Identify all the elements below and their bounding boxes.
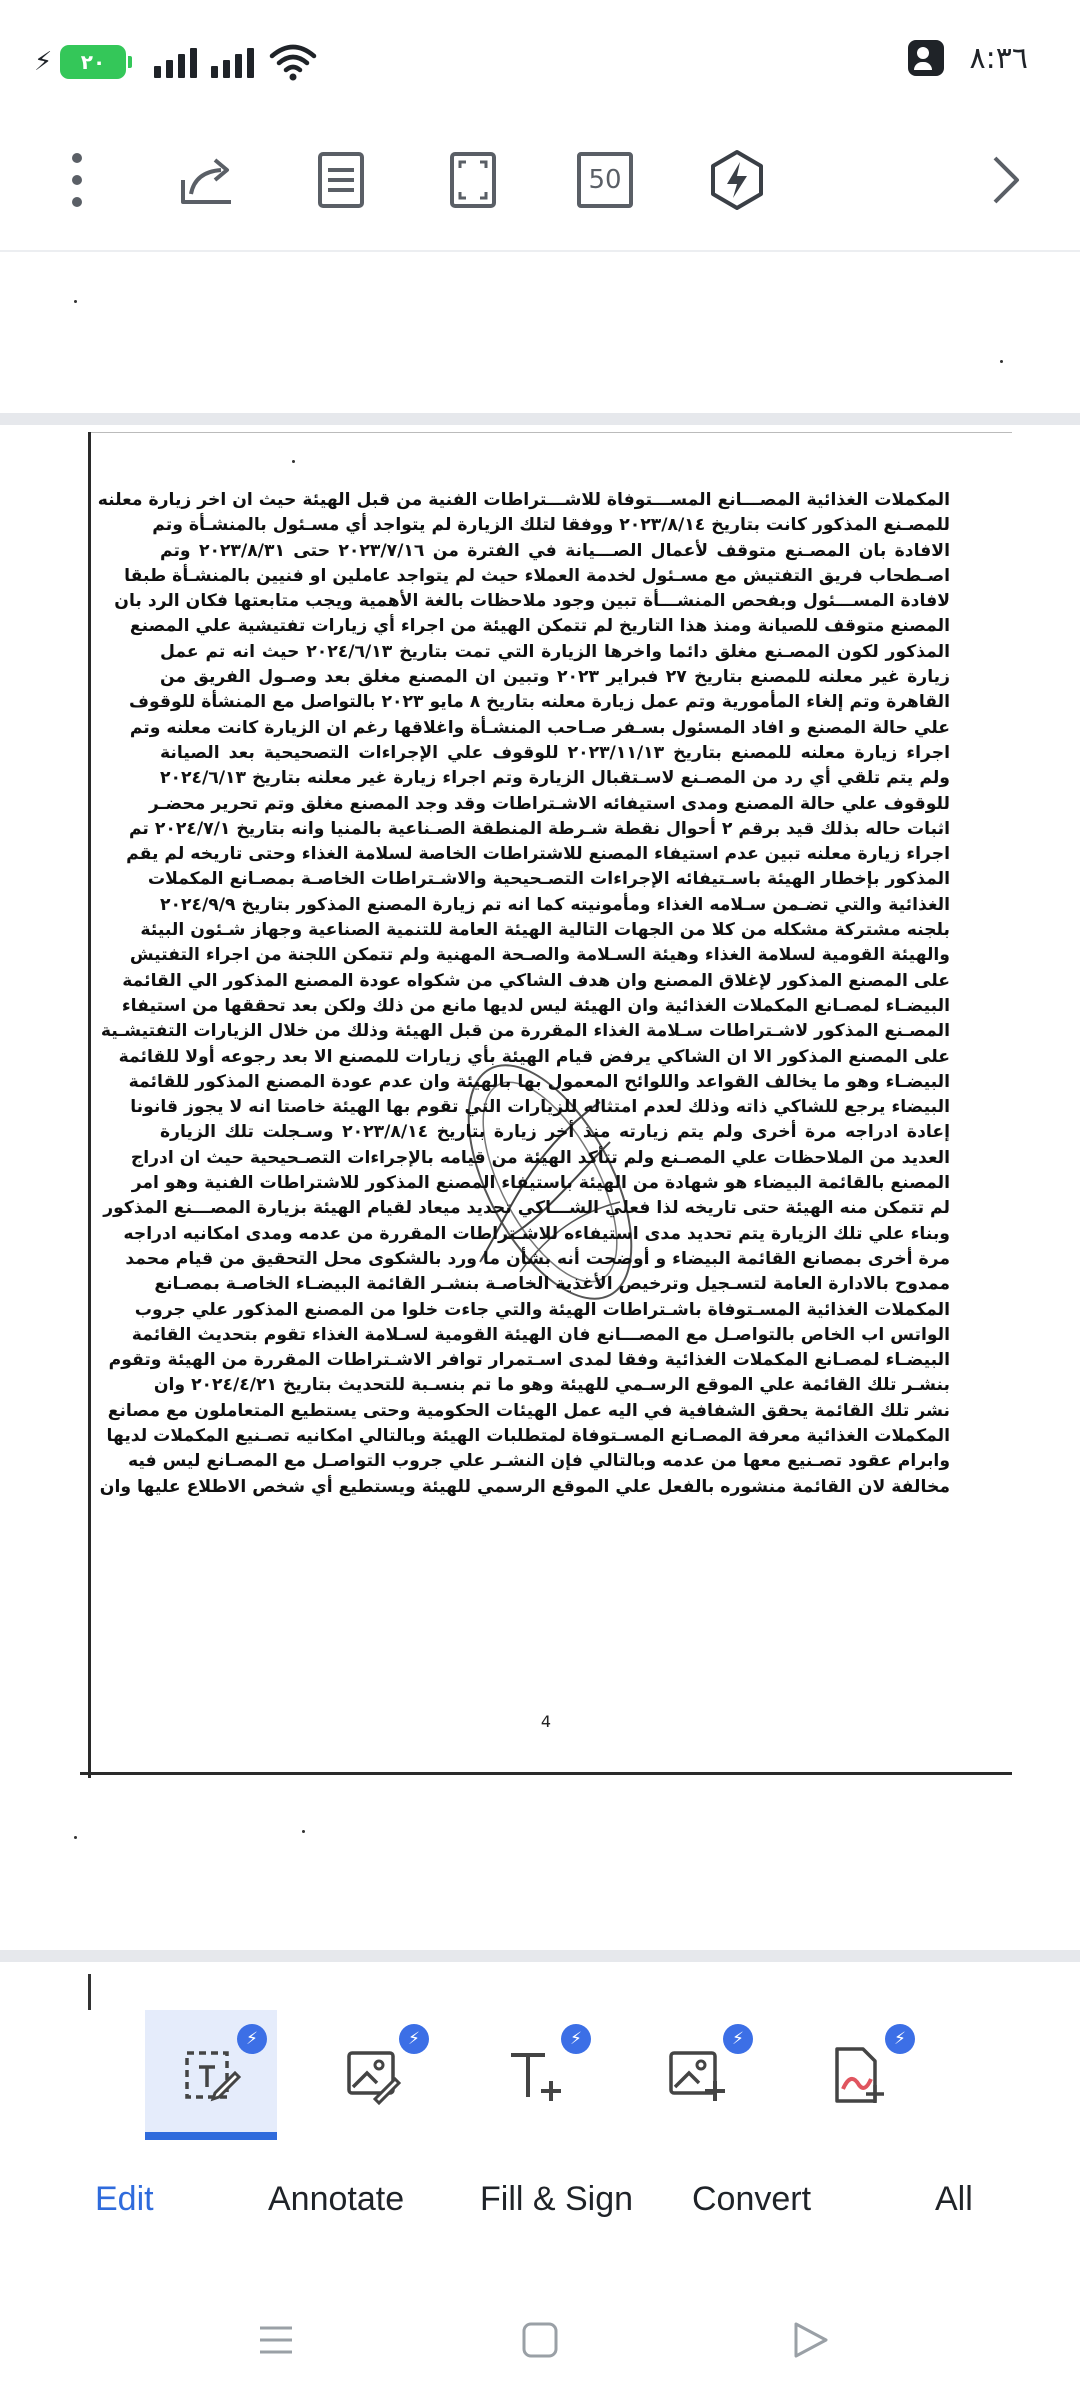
ai-bolt-icon: ⚡: [237, 2024, 267, 2054]
document-line: المكملات الغذائية معرفة المصـانع المسـتوفاة لمتطلبات الهيئة وبالتالي امكانيه تصـنيع المكملات لديها: [106, 1425, 950, 1446]
document-line: على المصنع المذكور لإغلاق المصنع وان هدف الشاكي من شكواه عودة المصنع المذكور الي القائمة: [122, 970, 950, 991]
scan-speck: [74, 1836, 77, 1839]
document-line: علي حالة المصنع و افاد المسئول بسـفر صـاحب المنشـأة واغلاقها رغم ان الزيارة كانت معلنه وتم: [129, 717, 950, 738]
page-number-icon: [577, 152, 633, 208]
document-body-text: [97, 488, 950, 1500]
edit-text-icon: [181, 2045, 241, 2105]
page-separator: [0, 1950, 1080, 1962]
document-line: بلجنه مشتركة مشكله من كلا من الجهات التالية الهيئة العامة للتنمية الصناعية وجهاز شـئون البيئة: [140, 920, 950, 941]
document-line: العديد من الملاحظات علي المصـنع ولم تتأكد الهيئة من قيامه بالإجراءات التصـحيحية حيث ان ادراج: [130, 1147, 950, 1168]
scan-edge: [88, 432, 1012, 433]
document-line: إعادة ادراجه مرة أخرى ولم يتم زيارته منذ أخر زيارة بتاريخ ٢٠٢٣/٨/١٤ وسـجلت تلك الزيارة: [160, 1122, 950, 1143]
tab-annotate[interactable]: Annotate: [268, 2180, 405, 2218]
status-left-group: [34, 42, 318, 82]
status-bar: [0, 0, 1080, 120]
document-line: المكملات الغذائية المصـــانع المســـتوفاة للاشـــتراطات الفنية من قبل الهيئة حيث ان اخر زيارة معلنه: [97, 490, 950, 510]
document-line: المذكور بإخطار الهيئة باسـتيفائه الإجراءات التصـحيحية والاشـتراطات الخاصـة بمصـانع المكملات: [147, 869, 950, 890]
page-view-button[interactable]: [296, 130, 386, 230]
back-icon: [790, 2320, 830, 2360]
annotate-image-icon: [343, 2045, 403, 2105]
scan-speck: [74, 300, 77, 303]
edit-tool-button[interactable]: [145, 2010, 277, 2140]
scanned-page: [80, 432, 1012, 1778]
tab-fill-sign[interactable]: Fill & Sign: [480, 2180, 634, 2218]
share-button[interactable]: [164, 130, 254, 230]
ai-bolt-icon: ⚡: [723, 2024, 753, 2054]
page-view-icon: [316, 150, 366, 210]
wifi-icon: [268, 42, 318, 82]
ai-tools-button[interactable]: [692, 130, 782, 230]
page-number: 4: [540, 1712, 552, 1731]
document-line: اثبات حاله بذلك قيد برقم ٢ أحوال نقطة شـرطة المنطقة الصـناعية بالمنيا وانه بتاريخ ٢٠٢٤/٧/١ تم: [128, 818, 950, 839]
signal-icon: [154, 46, 197, 78]
document-line: ولم يتم تلقي أي رد من المصـنع لاسـتقبال الزيارة وتم اجراء زيارة غير معلنه بتاريخ ٢٠٢٤/٦/١٣: [160, 768, 950, 789]
document-line: اجراء زيارة معلنه تبين عدم استيفاء المصنع للاشتراطات الخاصة لسلامة الغذاء وحتى تاريخه لم يقم: [126, 844, 950, 865]
document-line: بنشـر تلك القائمة علي الموقع الرسـمي للهيئة وهو ما تم بنسـبة للتحديث بتاريخ ٢٠٢٤/٤/٢١ وان: [153, 1375, 950, 1396]
scan-edge: [88, 432, 91, 1778]
document-line: ممدوح بالادارة العامة لتسـجيل وترخيص الأغذية الخاصـة بنشـر القائمة البيضـاء الخاصـة بمصـانع: [154, 1274, 950, 1295]
document-line: الافادة بان المصـنع متوقف لأعمال الصـــيانة في الفترة من ٢٠٢٣/٧/١٦ حتى ٢٠٢٣/٨/٣١ وتم: [160, 540, 950, 561]
zoom-badge: 50: [588, 165, 622, 195]
document-line: للمصـنع المذكور كانت بتاريخ ٢٠٢٣/٨/١٤ ووفقا لتلك الزيارة لم يتواجد أي مسـئول بالمنشـأة وتم: [152, 515, 950, 536]
clock: ٨:٣٦: [969, 40, 1028, 76]
add-text-button[interactable]: [469, 2010, 601, 2140]
document-line: الواتس اب الخاص بالتواصـل مع المصـــانع فان الهيئة القومية لسـلامة الغذاء تقوم بتحديث القائمة: [131, 1324, 950, 1345]
ai-bolt-icon: ⚡: [399, 2024, 429, 2054]
tab-convert[interactable]: Convert: [692, 2180, 812, 2218]
status-right-group: [908, 40, 1028, 76]
page-number-button[interactable]: [560, 130, 650, 230]
document-line: البيضـاء لمصـانع المكملات الغذائية وان الهيئة ليس لديها مانع من ذلك ولكن بعد تحققها من استيفاء: [121, 995, 950, 1016]
add-image-button[interactable]: [631, 2010, 763, 2140]
page-separator: [0, 413, 1080, 425]
back-button[interactable]: [780, 2310, 840, 2370]
battery-icon: [34, 45, 126, 79]
document-line: لم تتمكن منه الهيئة حتى تاريخه لذا فعلي الشـــاكي تحديد ميعاد لقيام الهيئة بزيارة المصـــنع المذكور: [103, 1198, 950, 1219]
charging-bolt-icon: ⚡: [34, 47, 53, 77]
document-line: البيضـاء لمصـانع المكملات الغذائية وفقا لمدى اسـتمرار توافر الاشـتراطات المقررة من الهيئة وتقوم: [108, 1350, 950, 1371]
document-line: المصنع بالقائمة البيضاء هو شهادة من الهيئة باستيفاء المصنع المذكور للاشتراطات الفنية وهو امر: [131, 1173, 950, 1194]
signal-icon: [211, 46, 254, 78]
document-line: على المصنع المذكور الا ان الشاكي يرفض قيام الهيئة بأي زيارات للمصنع الا بعد رجوعه أولا للقائمة: [118, 1046, 950, 1067]
scan-speck: [292, 460, 295, 463]
document-line: والهيئة القومية لسلامة الغذاء وهيئة السـلامة والصـحة المهنية ولم تتمكن اللجنة من اجراء التفتيش: [129, 945, 950, 966]
document-line: القاهرة وتم إلغاء المأمورية وتم عمل زيارة معلنه بتاريخ ٨ مايو ٢٠٢٣ بالتواصل مع المنشأة للوقوف: [128, 692, 950, 713]
document-line: الغذائية والتي تضـمن سـلامه الغذاء ومأمونيته كما انه تم زيارة المصنع المذكور بتاريخ ٢٠٢٤/٩/٩: [160, 894, 950, 915]
share-icon: [177, 150, 241, 210]
document-line: اصـطحاب فريق التفتيش مع مسـئول لخدمة العملاء حيث لم يتواجد عاملين او فنيين بالمنشـأة طبقا: [124, 565, 950, 586]
bottom-tabs: [0, 2150, 1080, 2260]
sign-document-button[interactable]: [793, 2010, 925, 2140]
document-line: المكملات الغذائية المسـتوفاة باشـتراطات الهيئة والتي جاءت خلوا من المصنع المذكور علي جروب: [134, 1299, 950, 1320]
notification-user-icon: [908, 40, 944, 76]
document-line: المصـنع المذكور لاشـتراطات سـلامة الغذاء المقررة من قبل الهيئة وذلك من خلال الزيارات التفتيشـية: [100, 1021, 950, 1042]
document-line: المصنع متوقف للصيانة ومنذ هذا التاريخ لم تتمكن الهيئة من اجراء أي زيارات تفتيشية علي المصنع: [129, 616, 950, 637]
more-vertical-icon: [67, 150, 87, 210]
chevron-right-icon: [987, 150, 1023, 210]
document-line: لافادة المســـئول وبفحص المنشـــأة تبين وجود ملاحظات بالغة الأهمية ويجب متابعتها فكان الرد بان: [114, 591, 950, 612]
document-line: البيضاء يرجع للشاكي ذاته وذلك لعدم امتثاله للزيارات التي تقوم بها الهيئة خاصتا انه لا يجوز قانونا: [130, 1097, 950, 1118]
document-line: نشر تلك القائمة يحقق الشفافية في اليه عمل الهيئات الحكومية وحتى يستطيع المتعاملون مع مصانع: [107, 1400, 950, 1421]
scan-speck: [302, 1830, 305, 1833]
document-line: مرة أخرى بمصانع القائمة البيضاء و أوضحت أنه بشأن ما ورد بالشكوى محل التحقيق من قيام محمد: [125, 1248, 950, 1269]
home-icon: [520, 2320, 560, 2360]
next-page-button[interactable]: [960, 130, 1050, 230]
fullscreen-icon: [448, 150, 498, 210]
document-line: للوقوف علي حالة المصنع ومدى استيفائه الاشـتراطات وقد وجد المصنع مغلق وتم تحرير محضـر: [148, 793, 950, 814]
ai-bolt-icon: ⚡: [561, 2024, 591, 2054]
battery-level: ٢٠: [80, 50, 106, 74]
document-line: وبناء علي تلك الزيارة يتم تحديد مدى استيفاءه للاشـتراطات المقررة من عدمه ومدى امكانيه ادراجه: [123, 1223, 950, 1244]
ai-bolt-icon: ⚡: [885, 2024, 915, 2054]
scan-speck: [1000, 360, 1003, 363]
top-toolbar: [0, 130, 1080, 230]
add-text-icon: [505, 2045, 565, 2105]
document-line: اجراء زيارة معلنه للمصنع بتاريخ ٢٠٢٣/١١/١٣ للوقوف علي الإجراءات التصحيحية بعد الصيانة: [160, 742, 950, 763]
sign-document-icon: [829, 2045, 889, 2105]
document-line: المذكور لكون المصـنع مغلق دائما واخرها الزيارة التي تمت بتاريخ ٢٠٢٤/٦/١٣ حيث انه تم عمل: [160, 641, 950, 662]
tab-all[interactable]: All: [935, 2180, 973, 2218]
system-nav-bar: [0, 2280, 1080, 2400]
annotate-image-button[interactable]: [307, 2010, 439, 2140]
fullscreen-button[interactable]: [428, 130, 518, 230]
add-image-icon: [667, 2045, 727, 2105]
document-line: البيضـاء وهو ما يخالف القواعد واللوائح المعمول بها بالهيئة وان عدم عودة المصنع المذكور للقائمة: [128, 1071, 950, 1092]
ai-bolt-icon: [707, 148, 767, 212]
scan-edge: [80, 1772, 1012, 1775]
bottom-tool-row: [0, 2000, 1080, 2140]
more-menu-button[interactable]: [32, 130, 122, 230]
menu-icon: [256, 2320, 296, 2360]
tab-edit[interactable]: Edit: [95, 2180, 154, 2218]
recent-apps-button[interactable]: [246, 2310, 306, 2370]
home-button[interactable]: [510, 2310, 570, 2370]
document-line: زيارة غير معلنه للمصنع بتاريخ ٢٧ فبراير ٢٠٢٣ وتبين ان المصنع مغلق بعد وصـول الفريق من: [160, 667, 950, 688]
document-line: وابرام عقود تصـنيع معها من عدمه وبالتالي فإن النشـر علي جروب التواصـل مع المصـانع ليس فيه: [127, 1451, 950, 1472]
document-line: مخالفة لان القائمة منشوره بالفعل علي الموقع الرسمي للهيئة ويستطيع أي شخص الاطلاع عليها وان: [99, 1476, 950, 1497]
